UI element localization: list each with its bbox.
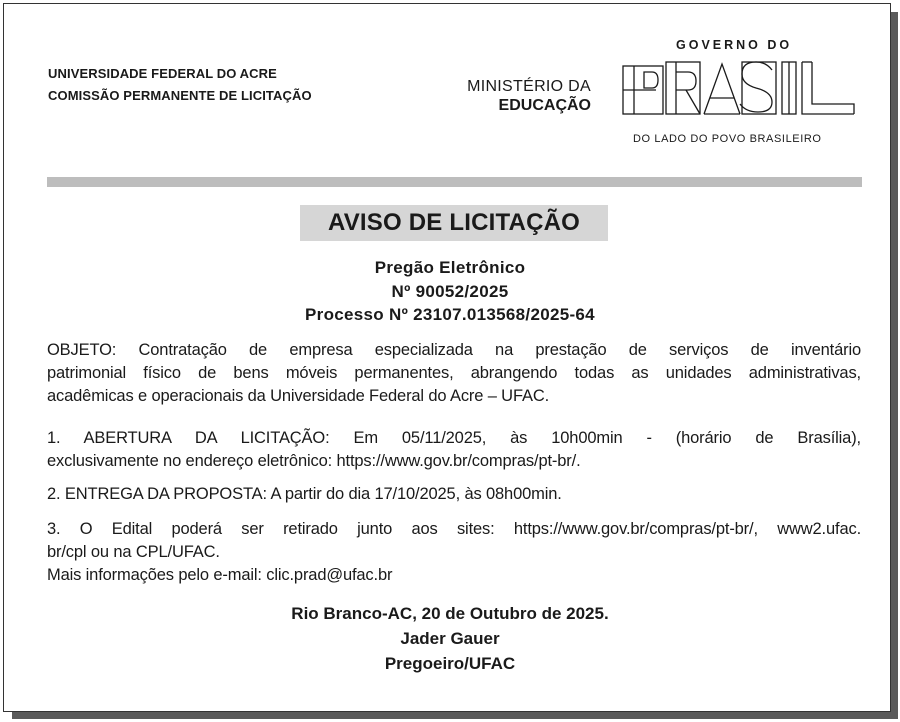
notice-number: Nº 90052/2025 <box>391 282 509 301</box>
institution-block <box>48 63 312 107</box>
more-info-line: Mais informações pelo e-mail: clic.prad@ufac.br <box>47 566 393 584</box>
place-date: Rio Branco-AC, 20 de Outubro de 2025. <box>291 604 609 623</box>
modality: Pregão Eletrônico <box>374 258 526 277</box>
item-edital-line: 3. O Edital poderá ser retirado junto aos sites: https://www.gov.br/compras/pt-br/, www2.ufac. <box>47 520 861 538</box>
object-line: acadêmicas e operacionais da Universidade Federal do Acre – UFAC. <box>47 387 550 405</box>
ministry-logo <box>459 77 591 115</box>
object-paragraph <box>47 339 861 408</box>
notice-title: AVISO DE LICITAÇÃO <box>327 209 581 236</box>
signer-name: Jader Gauer <box>400 629 500 648</box>
gov-logo-top: GOVERNO DO <box>676 38 793 52</box>
frame-shadow-bottom <box>12 711 898 719</box>
item-edital-line: br/cpl ou na CPL/UFAC. <box>47 543 220 561</box>
commission-name: COMISSÃO PERMANENTE DE LICITAÇÃO <box>48 88 312 103</box>
object-line: OBJETO: Contratação de empresa especializada na prestação de serviços de inventário <box>47 341 861 359</box>
item-opening <box>47 427 861 473</box>
notice-title-box <box>300 205 608 241</box>
gov-logo-tagline: DO LADO DO POVO BRASILEIRO <box>633 133 822 145</box>
brasil-logo-icon <box>622 60 862 122</box>
item-edital <box>47 518 861 587</box>
item-opening-line: 1. ABERTURA DA LICITAÇÃO: Em 05/11/2025, às 10h00min - (horário de Brasília), <box>47 429 861 447</box>
item-delivery-line: 2. ENTREGA DA PROPOSTA: A partir do dia 17/10/2025, às 08h00min. <box>47 485 562 503</box>
header-divider <box>47 177 862 187</box>
ministry-line2: EDUCAÇÃO <box>498 97 591 114</box>
ministry-line1: MINISTÉRIO DA <box>467 78 591 95</box>
object-line: patrimonial físico de bens móveis permanentes, abrangendo todas as unidades administrativas, <box>47 364 861 382</box>
item-delivery <box>47 483 861 506</box>
item-opening-line: exclusivamente no endereço eletrônico: https://www.gov.br/compras/pt-br/. <box>47 452 581 470</box>
institution-name: UNIVERSIDADE FEDERAL DO ACRE <box>48 66 277 81</box>
signer-role: Pregoeiro/UFAC <box>384 654 516 673</box>
process-number: Processo Nº 23107.013568/2025-64 <box>305 305 595 324</box>
